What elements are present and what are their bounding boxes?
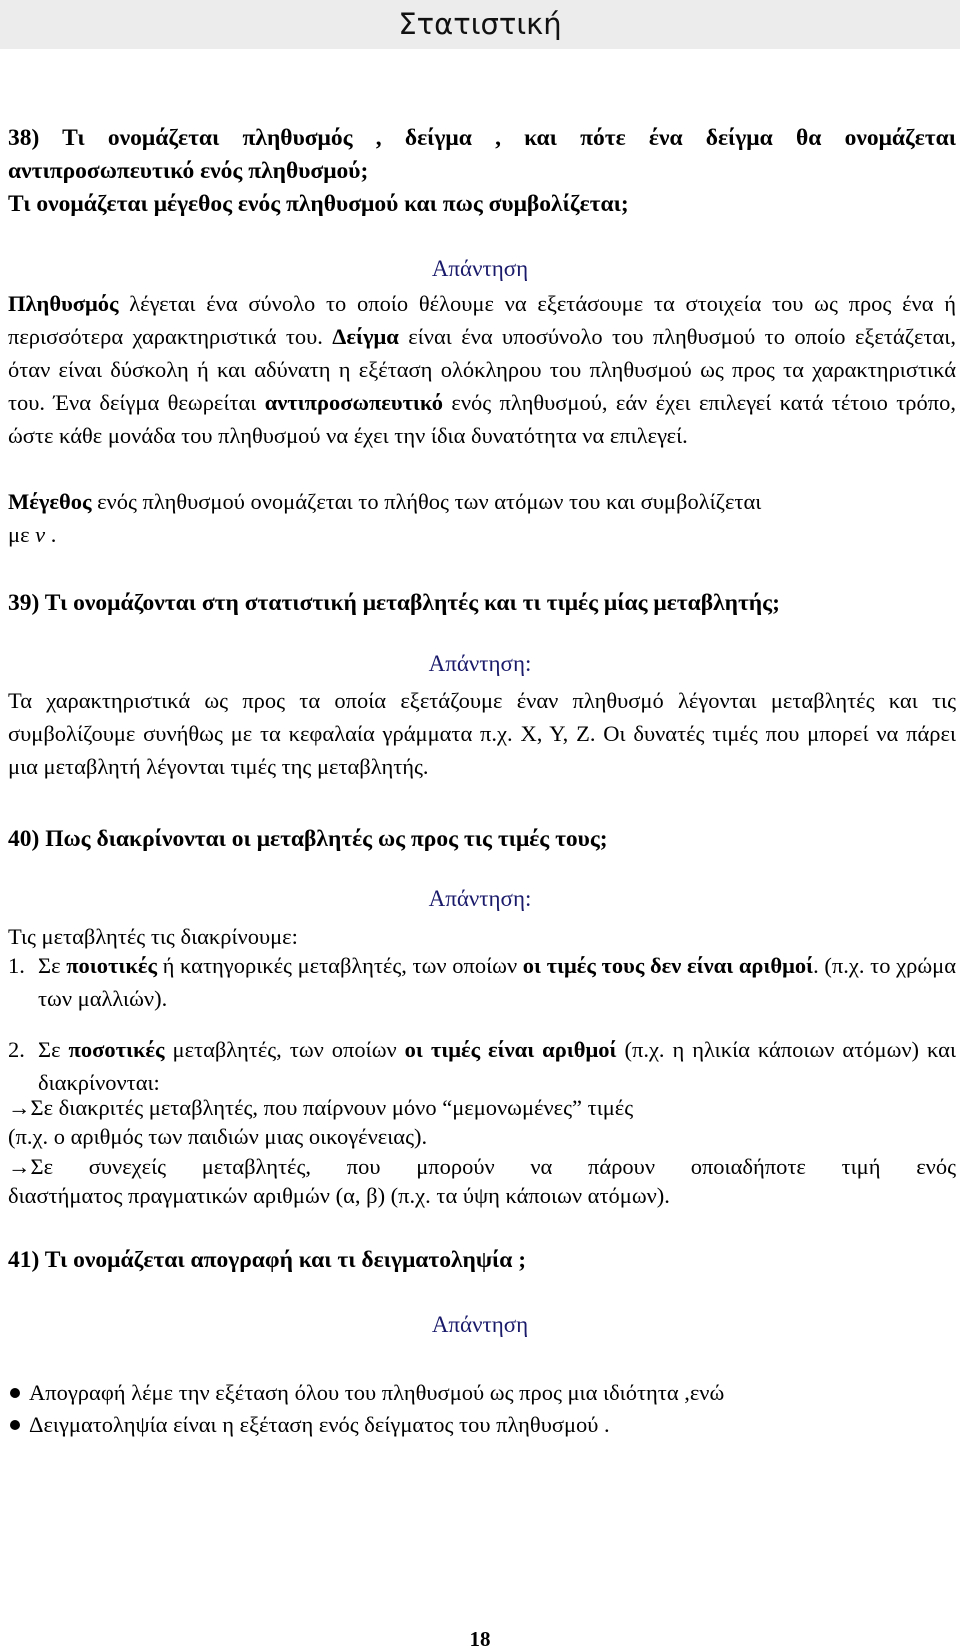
- term-sample: Δείγμα: [332, 324, 399, 349]
- answer-39-text: Τα χαρακτηριστικά ως προς τα οποία εξετάζουμε έναν πληθυσμό λέγονται μεταβλητές και τις συμβολίζουμε συνήθως με τα κεφαλαία γράμματα π.χ. Χ, Υ, Ζ. Οι δυνατές τιμές που μπορεί να πάρει μια μεταβλητή λέγονται τιμές της μεταβλητής.: [8, 688, 956, 779]
- page-header: [0, 0, 960, 49]
- bullet-item-census: Απογραφή λέμε την εξέταση όλου του πληθυσμού ως προς μια ιδιότητα ,ενώ: [10, 1378, 950, 1408]
- discrete-variables-line-1: →Σε διακριτές μεταβλητές, που παίρνουν μόνο “μεμονωμένες” τιμές: [8, 1095, 634, 1120]
- answer-38-text: Πληθυσμός λέγεται ένα σύνολο το οποίο θέλουμε να εξετάσουμε τα στοιχεία του ως προς ένα ή περισσότερα χαρακτηριστικά του. Δείγμα είναι ένα υποσύνολο του πληθυσμού το οποίο εξετάζεται, όταν είναι δύσκολη ή και αδύνατη η εξέταση ολόκληρου του πληθυσμού ως προς τα χαρακτηριστικά του. Ένα δείγμα θεωρείται αντιπροσωπευτικό ενός πληθυσμού, εάν έχει επιλεγεί κατά τέτοιο τρόπο, ώστε κάθε μονάδα του πληθυσμού να έχει την ίδια δυνατότητα να επιλεγεί.: [8, 291, 956, 448]
- list-item-number: 2.: [8, 1037, 25, 1062]
- continuous-variables-line-1: →Σε συνεχείς μεταβλητές, που μπορούν να πάρουν οποιαδήποτε τιμή ενός: [8, 1154, 956, 1179]
- answer-39-heading: Απάντηση:: [428, 651, 532, 676]
- question-41: 41) Τι ονομάζεται απογραφή και τι δειγματοληψία ;: [8, 1247, 527, 1273]
- question-40: 40) Πως διακρίνονται οι μεταβλητές ως προς τις τιμές τους;: [8, 826, 608, 852]
- term-size: Μέγεθος: [8, 489, 92, 514]
- answer-40-intro: Τις μεταβλητές τις διακρίνουμε:: [8, 924, 298, 949]
- list-item-1: 1. Σε ποιοτικές ή κατηγορικές μεταβλητές, των οποίων οι τιμές τους δεν είναι αριθμοί. (π.χ. το χρώμα των μαλλιών).: [8, 949, 956, 1015]
- term-qualitative: ποιοτικές: [66, 953, 157, 978]
- discrete-variables-line-2: (π.χ. ο αριθμός των παιδιών μιας οικογένειας).: [8, 1124, 428, 1149]
- bullet-item-sampling: Δειγματοληψία είναι η εξέταση ενός δείγματος του πληθυσμού .: [10, 1410, 950, 1440]
- answer-41-heading: Απάντηση: [431, 1312, 529, 1337]
- term-quantitative: ποσοτικές: [68, 1037, 165, 1062]
- page-number: 18: [469, 1627, 491, 1651]
- symbol-nu: ν: [35, 522, 46, 547]
- bullet-icon: [10, 1388, 20, 1398]
- continuous-variables-line-2: διαστήματος πραγματικών αριθμών (α, β) (π.χ. τα ύψη κάποιων ατόμων).: [8, 1183, 670, 1208]
- page-title: Στατιστική: [398, 7, 562, 41]
- bullet-icon: [10, 1420, 20, 1430]
- answer-38-symbol: με ν .: [8, 522, 57, 547]
- term-population: Πληθυσμός: [8, 291, 119, 316]
- answer-38-heading: Απάντηση: [431, 256, 529, 281]
- question-38-line-2: αντιπροσωπευτικό ενός πληθυσμού;: [8, 158, 369, 184]
- question-38-line-3: Τι ονομάζεται μέγεθος ενός πληθυσμού και πως συμβολίζεται;: [8, 191, 629, 217]
- list-item-2: 2. Σε ποσοτικές μεταβλητές, των οποίων οι τιμές είναι αριθμοί (π.χ. η ηλικία κάποιων ατόμων) και διακρίνονται:: [8, 1033, 956, 1099]
- question-39: 39) Τι ονομάζονται στη στατιστική μεταβλητές και τι τιμές μίας μεταβλητής;: [8, 590, 780, 616]
- term-representative: αντιπροσωπευτικό: [264, 390, 444, 415]
- answer-38-size: Μέγεθος ενός πληθυσμού ονομάζεται το πλήθος των ατόμων του και συμβολίζεται: [8, 489, 762, 514]
- list-item-number: 1.: [8, 953, 25, 978]
- question-38-line-1: 38) Τι ονομάζεται πληθυσμός , δείγμα , και πότε ένα δείγμα θα ονομάζεται: [8, 125, 956, 151]
- answer-40-heading: Απάντηση:: [428, 886, 532, 911]
